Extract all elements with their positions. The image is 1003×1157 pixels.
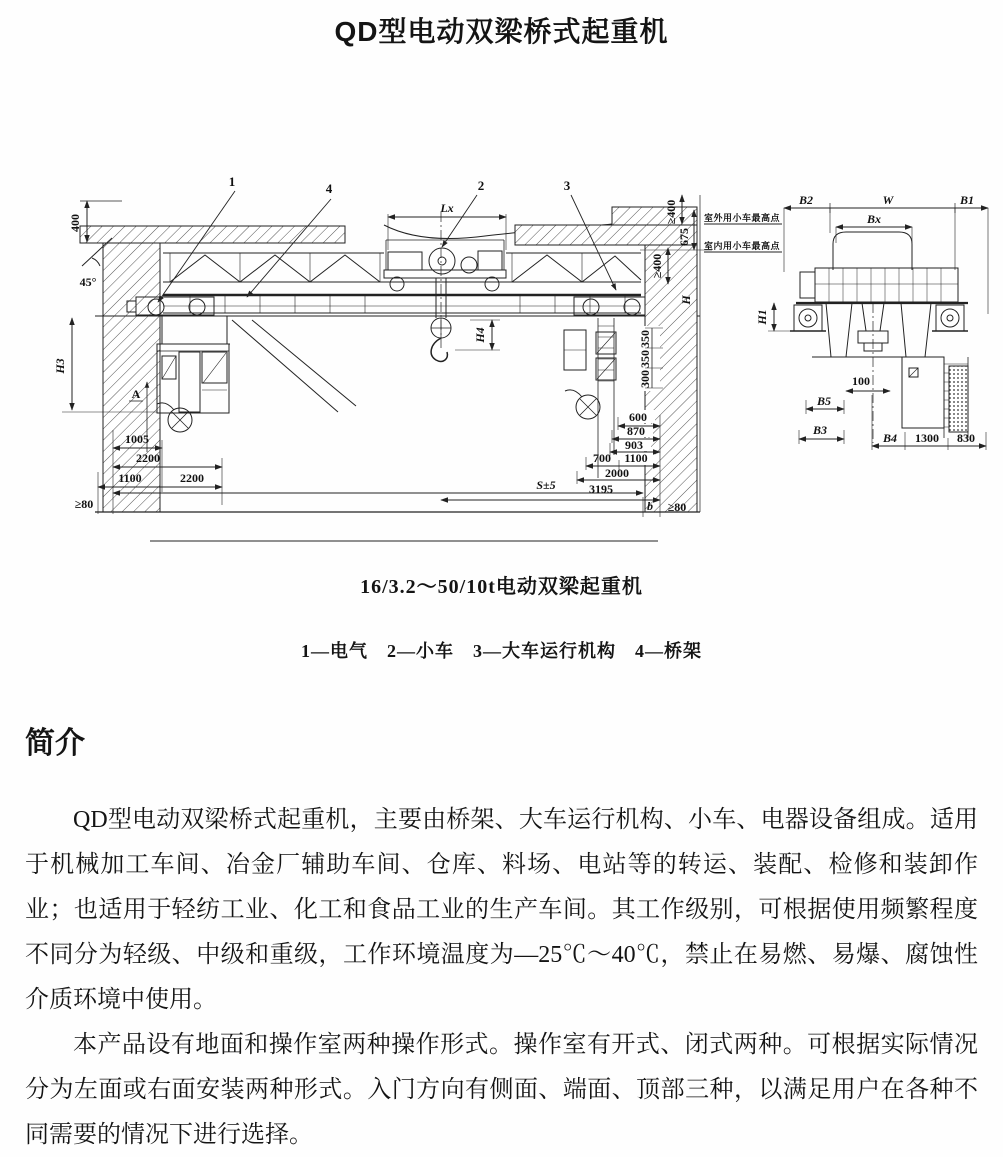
leader-label-1: 1 [228,174,236,189]
dim-label-b5: B5 [816,394,832,408]
dim-label-600: 600 [629,410,647,424]
dim-label-870: 870 [627,424,645,438]
dim-label-1005: 1005 [125,432,149,446]
intro-text [25,798,978,1157]
dim-label-ge400-top: ≥400 [664,199,678,225]
dim-label-675: 675 [677,228,691,246]
dim-label-lx: Lx [440,201,454,215]
dim-label-h3: H3 [53,358,67,374]
dim-label-100: 100 [852,374,870,388]
section-mark-a: A [131,387,141,401]
angle-label-45: 45° [79,275,97,289]
leader-label-3: 3 [563,178,571,193]
leader-label-4: 4 [325,181,333,196]
dim-label-b2: B2 [798,193,814,207]
intro-paragraph-1: QD型电动双梁桥式起重机，主要由桥架、大车运行机构、小车、电器设备组成。适用于机械加工车间、冶金厂辅助车间、仓库、料场、电站等的转运、装配、检修和装卸作业；也适用于轻纺工业、化工和食品工业的生产车间。其工作级别，可根据使用频繁程度不同分为轻级、中级和重级，工作环境温度为—25℃～40℃，禁止在易燃、易爆、腐蚀性介质环境中使用。 [25,807,978,1013]
intro-paragraph-2: 本产品设有地面和操作室两种操作形式。操作室有开式、闭式两种。可根据实际情况分为左面或右面安装两种形式。入门方向有侧面、端面、顶部三种，以满足用户在各种不同需要的情况下进行选择。 [25,1032,978,1148]
dim-label-1300: 1300 [915,431,939,445]
dim-label-span: S±5 [536,478,556,492]
figure-caption: 16/3.2～50/10t电动双梁起重机 [360,576,643,598]
note-indoor-trolley-max: 室内用小车最高点 [703,241,781,251]
dim-label-2200-a: 2200 [136,451,160,465]
dim-label-1100-b: 1100 [624,451,648,465]
dim-label-903: 903 [625,438,643,452]
dim-label-1100-a: 1100 [118,471,142,485]
dim-label-2200-b: 2200 [180,471,204,485]
main-elevation-view [62,191,782,541]
dim-label-400-left: 400 [68,214,82,232]
dim-label-350-b: 350 [638,350,652,368]
crane-technical-drawing [0,160,1003,580]
page-title: QD型电动双梁桥式起重机 [334,16,669,47]
dim-label-700: 700 [593,451,611,465]
dim-label-ge80-right: ≥80 [667,500,687,514]
dim-label-ge400-mid: ≥400 [650,253,664,279]
dim-label-830: 830 [957,431,975,445]
dim-label-350-a: 350 [638,330,652,348]
dim-label-ge80-left: ≥80 [74,497,94,511]
dim-label-w: W [882,193,894,207]
section-heading-intro: 简介 [25,727,85,760]
note-outdoor-trolley-max: 室外用小车最高点 [703,213,781,223]
figure-container [0,160,1003,580]
dim-label-b1: B1 [959,193,975,207]
dim-label-b3: B3 [812,423,828,437]
dim-label-bx: Bx [866,212,882,226]
dim-label-h1: H1 [755,309,769,325]
dim-label-h4: H4 [473,327,487,343]
dim-label-h: H [679,295,693,305]
dim-label-2000: 2000 [605,466,629,480]
dim-label-300: 300 [638,370,652,388]
dim-label-3195: 3195 [589,482,613,496]
dim-label-b: b [647,499,653,513]
side-view [768,203,988,450]
figure-legend: 1—电气 2—小车 3—大车运行机构 4—桥架 [301,641,702,661]
dim-label-b4: B4 [882,431,898,445]
leader-label-2: 2 [477,178,485,193]
